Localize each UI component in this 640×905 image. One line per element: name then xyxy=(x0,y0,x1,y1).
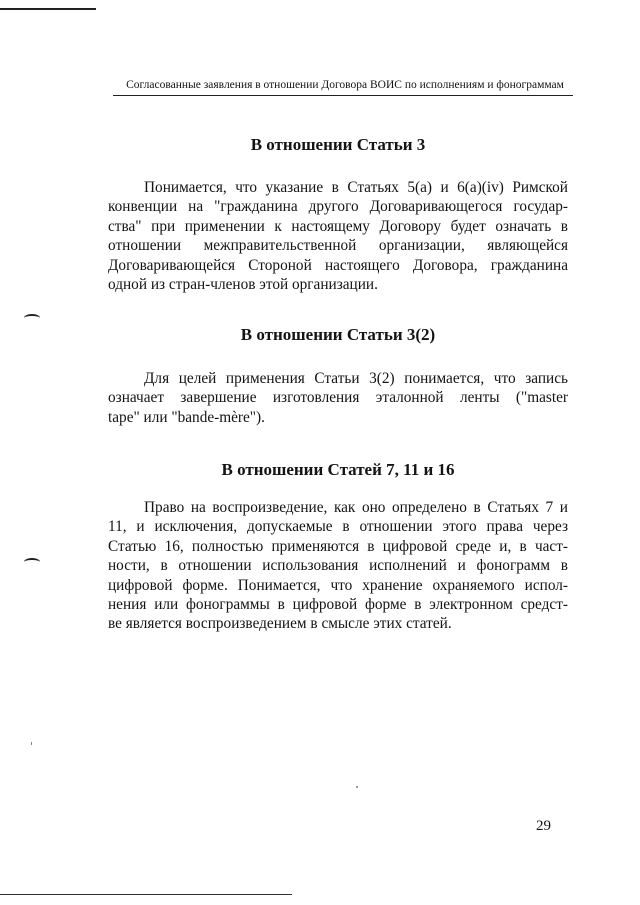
paragraph-line: отношении межправительственной организации, являющейся xyxy=(108,237,568,255)
header-rule xyxy=(113,95,573,96)
paragraph-line: нения или фонограммы в цифровой форме в электронном средст- xyxy=(108,596,568,614)
paragraph-line: 11, и исключения, допускаемые в отношении этого права через xyxy=(108,518,568,536)
scan-speck xyxy=(356,786,358,788)
scan-hole-mark xyxy=(24,558,40,566)
paragraph-line: Для целей применения Статьи 3(2) понимается, что запись xyxy=(144,370,568,387)
paragraph-line: Договаривающейся Стороной настоящего Договора, гражданина xyxy=(108,256,568,274)
paragraph-line: означает завершение изготовления эталонной ленты ("master xyxy=(108,389,568,407)
section-paragraph-articles-7-11-16 xyxy=(108,498,568,634)
paragraph-line: одной из стран-членов этой организации. xyxy=(108,276,378,294)
top-left-rule xyxy=(0,8,96,10)
paragraph-line: ве является воспроизведением в смысле этих статей. xyxy=(108,615,452,633)
paragraph-line: конвенции на "гражданина другого Договаривающегося государ- xyxy=(108,198,568,216)
section-heading-article-3-2: В отношении Статьи 3(2) xyxy=(240,325,436,344)
section-heading-article-3: В отношении Статьи 3 xyxy=(250,135,426,154)
section-heading-articles-7-11-16: В отношении Статей 7, 11 и 16 xyxy=(221,460,455,479)
section-paragraph-article-3 xyxy=(108,178,568,294)
scan-hole-mark xyxy=(24,314,40,322)
paragraph-line: цифровой форме. Понимается, что хранение охраняемого испол- xyxy=(108,576,568,594)
paragraph-line: ности, в отношении использования исполнений и фонограмм в xyxy=(108,557,568,575)
section-paragraph-article-3-2 xyxy=(108,369,568,427)
scan-speck xyxy=(31,742,32,745)
paragraph-line: tape" или "bande-mère"). xyxy=(108,408,265,426)
paragraph-line: Право на воспроизведение, как оно определено в Статьях 7 и xyxy=(144,499,568,516)
running-header: Согласованные заявления в отношении Договора ВОИС по исполнениям и фонограммам xyxy=(126,79,564,91)
paragraph-line: ства" при применении к настоящему Договору будет означать в xyxy=(108,217,568,235)
paragraph-line: Статью 16, полностью применяются в цифровой среде и, в част- xyxy=(108,537,568,555)
bottom-left-rule xyxy=(0,894,292,895)
paragraph-line: Понимается, что указание в Статьях 5(a) и 6(a)(iv) Римской xyxy=(144,179,568,196)
page-number: 29 xyxy=(536,818,551,834)
